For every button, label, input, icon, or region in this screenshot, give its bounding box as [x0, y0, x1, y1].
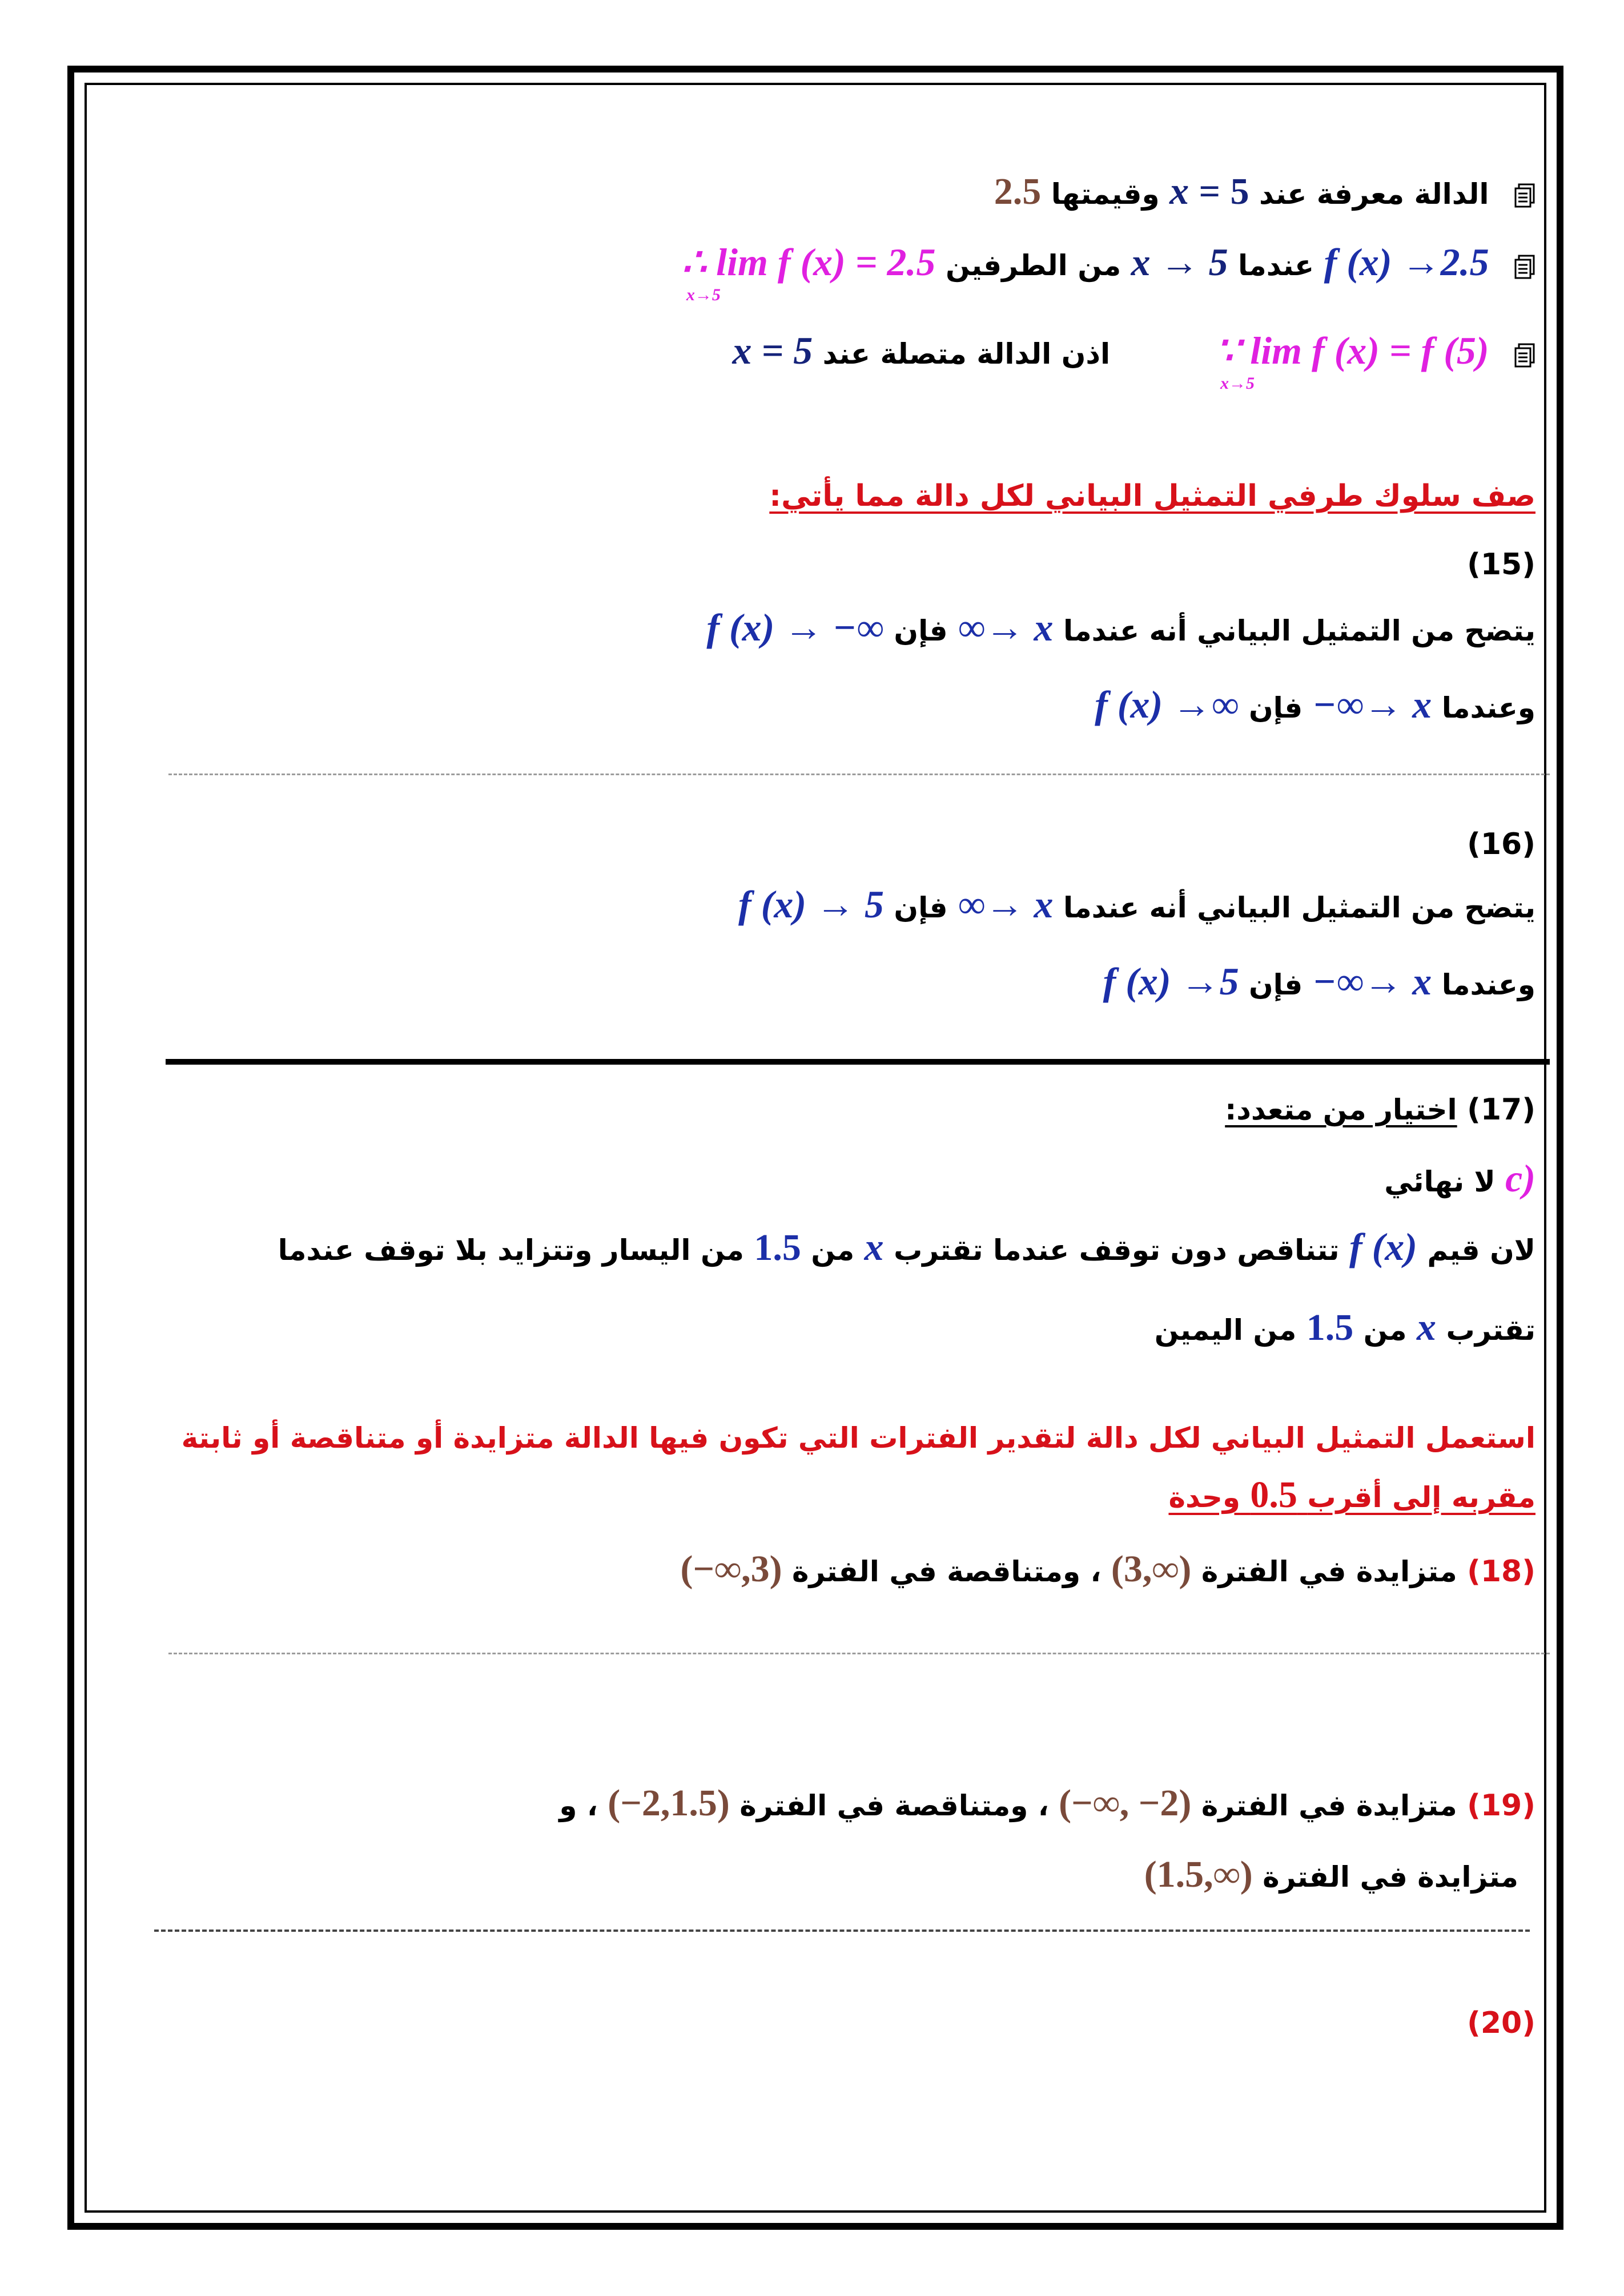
interval-value: (3,∞): [1111, 1548, 1192, 1590]
thick-divider: [166, 1059, 1550, 1065]
answer-text: من: [811, 1234, 855, 1267]
heading-line-1: استعمل التمثيل البياني لكل دالة لتقدير الفترات التي تكون فيها الدالة متزايدة أو متناقصة أو ثابتة: [181, 1421, 1535, 1455]
answer-text: فإن: [894, 614, 948, 647]
answer-text: من اليسار وتتزايد بلا توقف عندما: [278, 1234, 744, 1267]
interval-value: (1.5,∞): [1144, 1854, 1253, 1895]
answer-text: من اليمين: [1154, 1314, 1297, 1347]
math-expression: f (x) → 5: [738, 883, 884, 926]
dotted-divider: [168, 774, 1550, 775]
answer-text: فإن: [1249, 691, 1303, 724]
answer-text: وعندما: [1441, 691, 1535, 724]
limit-body: ∴ lim f (x) = 2.5: [681, 240, 936, 284]
continuity-text: الدالة معرفة عند: [1259, 178, 1489, 211]
math-variable: x: [1417, 1305, 1437, 1348]
interval-value: (−∞,3): [680, 1548, 782, 1590]
q15-line-1: [706, 605, 1535, 653]
dotted-divider: [168, 1653, 1550, 1654]
section-heading-end-behavior: صف سلوك طرفي التمثيل البياني لكل دالة مما يأتي:: [769, 479, 1535, 513]
answer-text: متزايدة في الفترة: [1201, 1789, 1457, 1822]
q16-line-2: [1103, 959, 1535, 1007]
q19-answer-2: [1144, 1852, 1518, 1899]
question-number: (20): [1467, 2006, 1535, 2040]
answer-text: لان قيم: [1427, 1234, 1535, 1267]
answer-text: ، و: [559, 1789, 598, 1822]
limit-subscript: x→5: [686, 285, 721, 304]
q17-explanation-1: [278, 1224, 1535, 1272]
section-heading-intervals-line-2: [1168, 1473, 1535, 1520]
continuity-line-2: [681, 240, 1535, 304]
choice-text: لا نهائي: [1384, 1165, 1496, 1198]
choice-letter: c): [1505, 1157, 1535, 1200]
answer-text: وعندما: [1441, 968, 1535, 1001]
continuity-text: من الطرفين: [945, 249, 1121, 282]
continuity-line-1: [994, 168, 1535, 216]
math-expression: f (x) →2.5: [1324, 240, 1489, 284]
heading-text: مقربه إلى أقرب: [1307, 1481, 1535, 1514]
answer-text: تقترب: [1446, 1314, 1535, 1347]
interval-value: (−2,1.5): [608, 1782, 730, 1824]
limit-expression: [1216, 328, 1489, 393]
continuity-text: وقيمتها: [1051, 178, 1160, 211]
math-expression: x → 5: [1131, 240, 1228, 284]
continuity-conclusion: اذن الدالة متصلة عند: [822, 337, 1111, 370]
math-expression: ∞→ x: [958, 606, 1054, 649]
heading-value: 0.5: [1250, 1474, 1297, 1516]
q16-line-1: [738, 882, 1535, 930]
math-value: 5: [1230, 171, 1249, 212]
math-expression: f (x) →∞: [1095, 683, 1239, 726]
answer-text: من: [1363, 1314, 1407, 1347]
q15-line-2: [1095, 682, 1535, 730]
limit-subscript: x→5: [1220, 374, 1255, 393]
question-number: (16): [1467, 827, 1535, 861]
math-value: 1.5: [1306, 1307, 1354, 1348]
math-variable: x: [864, 1225, 884, 1268]
answer-text: تتناقص دون توقف عندما تقترب: [894, 1234, 1340, 1267]
answer-text: يتضح من التمثيل البياني أنه عندما: [1063, 614, 1535, 647]
answer-text: فإن: [1249, 968, 1303, 1001]
question-title: اختيار من متعدد:: [1225, 1093, 1457, 1126]
document-bullet-icon: [1514, 183, 1535, 208]
q19-answer-1: [559, 1781, 1535, 1828]
math-expression: −∞→ x: [1312, 683, 1432, 726]
question-number: (18): [1467, 1554, 1535, 1589]
q18-answer: [680, 1547, 1535, 1594]
math-expression: x = 5: [732, 329, 813, 372]
interval-value: (−∞, −2): [1059, 1782, 1192, 1824]
math-expression: f (x) →5: [1103, 960, 1239, 1003]
limit-body: ∵ lim f (x) = f (5): [1216, 329, 1489, 372]
math-expression: −∞→ x: [1312, 960, 1432, 1003]
section-heading-intervals: [182, 1416, 1535, 1460]
limit-expression: [681, 240, 936, 304]
continuity-line-3: [732, 328, 1535, 393]
q17-choice: [1384, 1156, 1535, 1204]
math-expression: f (x): [1349, 1225, 1417, 1268]
heading-text: وحدة: [1168, 1481, 1240, 1514]
math-expression: f (x) → −∞: [706, 606, 884, 649]
answer-text: متزايدة في الفترة: [1263, 1860, 1518, 1894]
document-bullet-icon: [1514, 255, 1535, 280]
answer-text: يتضح من التمثيل البياني أنه عندما: [1063, 891, 1535, 924]
answer-text: ، ومتناقصة في الفترة: [792, 1555, 1102, 1588]
math-value: 2.5: [994, 171, 1042, 212]
dashed-divider: [154, 1930, 1530, 1932]
math-expression: ∞→ x: [958, 883, 1054, 926]
math-variable: x: [1169, 169, 1189, 212]
math-value: 1.5: [754, 1227, 801, 1268]
answer-text: ، ومتناقصة في الفترة: [739, 1789, 1049, 1822]
continuity-text: عندما: [1238, 249, 1315, 282]
q17-title-line: [1225, 1087, 1535, 1132]
question-number: (17): [1467, 1093, 1535, 1127]
q17-explanation-2: [1155, 1304, 1535, 1352]
answer-text: فإن: [894, 891, 948, 924]
question-number: (19): [1467, 1789, 1535, 1823]
document-bullet-icon: [1514, 343, 1535, 368]
answer-text: متزايدة في الفترة: [1201, 1555, 1457, 1588]
question-number: (15): [1467, 547, 1535, 582]
math-equals: =: [1199, 171, 1221, 212]
